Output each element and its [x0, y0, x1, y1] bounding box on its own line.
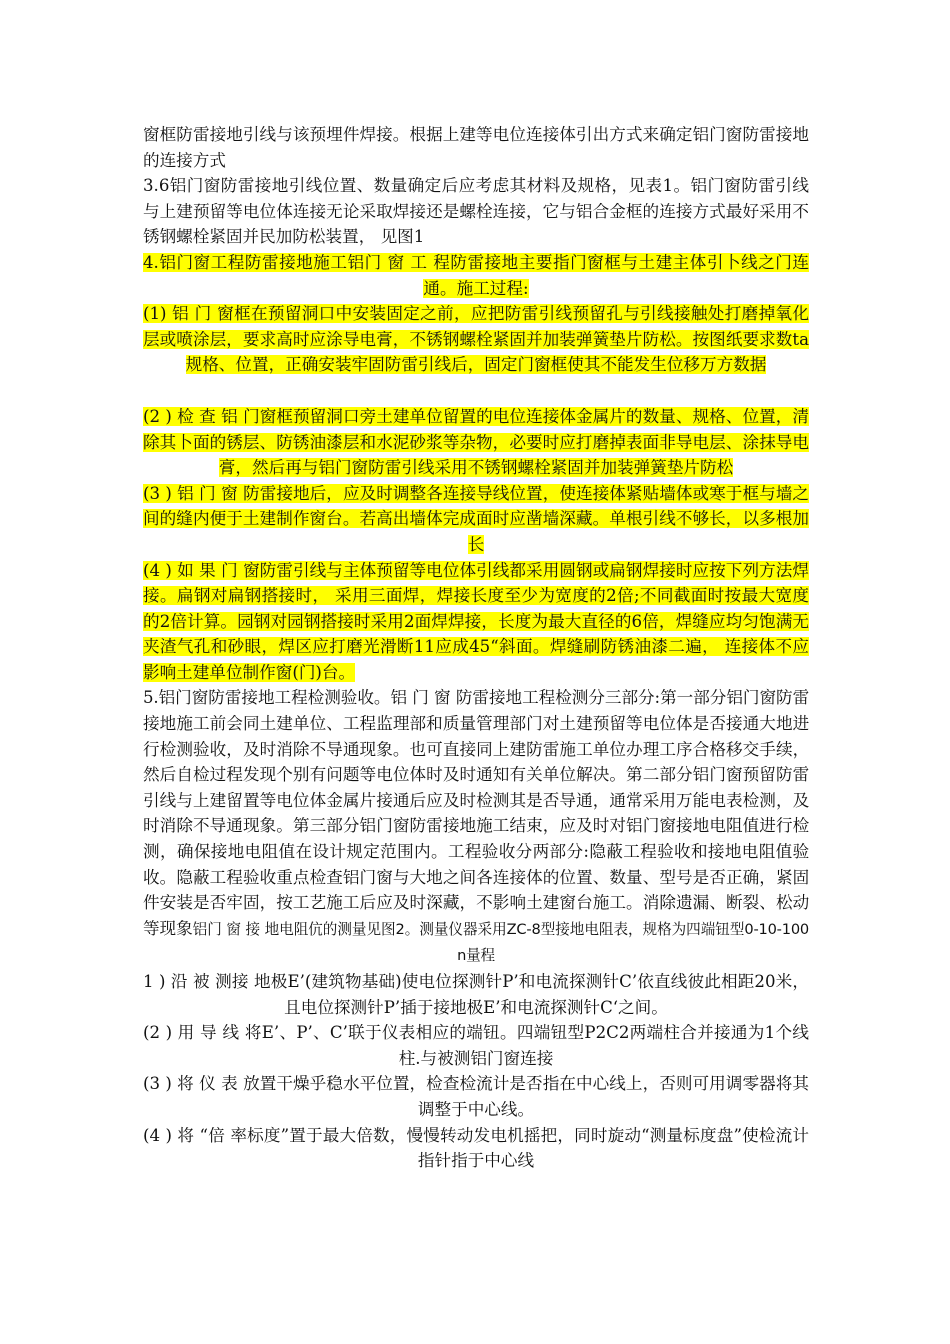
- paragraph-7-text: (4 ) 如 果 门 窗防雷引线与主体预留等电位体引线都采用圆钢或扁钢焊接时应按下列方法焊接。扁钢对扁钢搭接时， 采用三面焊，焊接长度至少为宽度的2倍;不同截面时按最大宽度的2倍计算。园钢对园钢搭接时采用2面焊焊接，长度为最大直径的6倍，焊缝应均匀饱满无夹渣气孔和砂眼，焊区应打磨光滑断11应成45“斜面。焊缝刷防锈油漆二遍， 连接体不应影响土建单位制作窗(门)台。: [143, 560, 809, 682]
- paragraph-8b-text: 铝门 窗 接 地电阻伉的测量见图2。测量仪器采用ZC-8型接地电阻表，规格为四端钮型0-10-100 n量程: [192, 920, 810, 965]
- paragraph-4-text: (1) 铝 门 窗框在预留洞口中安装固定之前，应把防雷引线预留孔与引线接触处打磨掉氧化层或喷涂层，要求高时应涂导电膏，不锈钢螺栓紧固并加装弹簧垫片防松。按图纸要求数ta规格、位置，正确安装牢固防雷引线后，固定门窗框使其不能发生位移万方数据: [143, 304, 809, 375]
- blank-line: [143, 378, 809, 404]
- paragraph-9: [143, 969, 809, 1020]
- paragraph-8a-text: 5.铝门窗防雷接地工程检测验收。铝 门 窗 防雷接地工程检测分三部分:第一部分铝门窗防雷接地施工前会同土建单位、工程监理部和质量管理部门对土建预留等电位体是否接通大地进行检测验收，及时消除不导通现象。也可直接同上建防雷施工单位办理工序合格移交手续，然后自检过程发现个别有问题等电位体时及时通知有关单位解决。第二部分铝门窗预留防雷引线与上建留置等电位体金属片接通后应及时检测其是否导通，通常采用万能电表检测，及时消除不导通现象。第三部分铝门窗防雷接地施工结束，应及时对铝门窗接地电阻值进行检测，确保接地电阻值在设计规定范围内。工程验收分两部分:隐蔽工程验收和接地电阻值验收。隐蔽工程验收重点检查铝门窗与大地之间各连接体的位置、数量、型号是否正确，紧固件安装是否牢固，按工艺施工后应及时深藏，不影响土建窗台施工。消除遗漏、断裂、松动等现象: [143, 688, 809, 938]
- paragraph-5-text: (2 ) 检 查 铝 门窗框预留洞口旁土建单位留置的电位连接体金属片的数量、规格、位置，清除其卜面的锈层、防锈油漆层和水泥砂浆等杂物，必要时应打磨掉表面非导电层、涂抹导电膏，然后再与铝门窗防雷引线采用不锈钢螺栓紧固并加装弹簧垫片防松: [143, 406, 809, 478]
- paragraph-7-highlighted: [143, 558, 809, 686]
- paragraph-6-highlighted: [143, 481, 809, 558]
- paragraph-12: [143, 1123, 809, 1174]
- paragraph-10: [143, 1020, 809, 1071]
- paragraph-5-highlighted: [143, 404, 809, 481]
- paragraph-2-text: 3.6铝门窗防雷接地引线位置、数量确定后应考虑其材料及规格，见表1。铝门窗防雷引线与上建预留等电位体连接无论采取焊接还是螺栓连接，它与铝合金框的连接方式最好采用不锈钢螺栓紧固并民加防松装置， 见图1: [143, 176, 809, 247]
- paragraph-11-text: (3 ) 将 仪 表 放置干燥乎稳水平位置，检查检流计是否指在中心线上，否则可用调零器将其调整于中心线。: [143, 1074, 809, 1119]
- paragraph-3-highlighted: [143, 250, 809, 301]
- paragraph-12-text: (4 ) 将 “倍 率标度”置于最大倍数，慢慢转动发电机摇把，同时旋动“测量标度盘”使检流计指针指于中心线: [143, 1125, 809, 1171]
- paragraph-1-text: 窗框防雷接地引线与该预埋件焊接。根据上建等电位连接体引出方式来确定铝门窗防雷接地的连接方式: [143, 125, 809, 170]
- paragraph-10-text: (2 ) 用 导 线 将E’、P’、C’联于仪表相应的端钮。四端钮型P2C2两端柱合并接通为1个线柱.与被测铝门窗连接: [143, 1023, 809, 1068]
- paragraph-3-text: 4.铝门窗工程防雷接地施工铝门 窗 工 程防雷接地主要指门窗框与土建主体引卜线之门连通。施工过程:: [143, 252, 809, 298]
- document-page: [143, 122, 809, 1174]
- paragraph-9-text: 1 ) 沿 被 测接 地极E’(建筑物基础)使电位探测针P’和电流探测针C’依直线彼此相距20米，且电位探测针P’插于接地极E’和电流探测针C‘之间。: [143, 972, 809, 1017]
- paragraph-1: [143, 122, 809, 173]
- paragraph-4-highlighted: [143, 301, 809, 378]
- paragraph-8: [143, 685, 809, 969]
- paragraph-11: [143, 1071, 809, 1122]
- paragraph-2: [143, 173, 809, 250]
- paragraph-6-text: (3 ) 铝 门 窗 防雷接地后，应及时调整各连接导线位置，使连接体紧贴墙体或寒于框与墙之间的缝内便于土建制作窗台。若高出墙体完成面时应凿墙深藏。单根引线不够长，以多根加长: [143, 483, 809, 554]
